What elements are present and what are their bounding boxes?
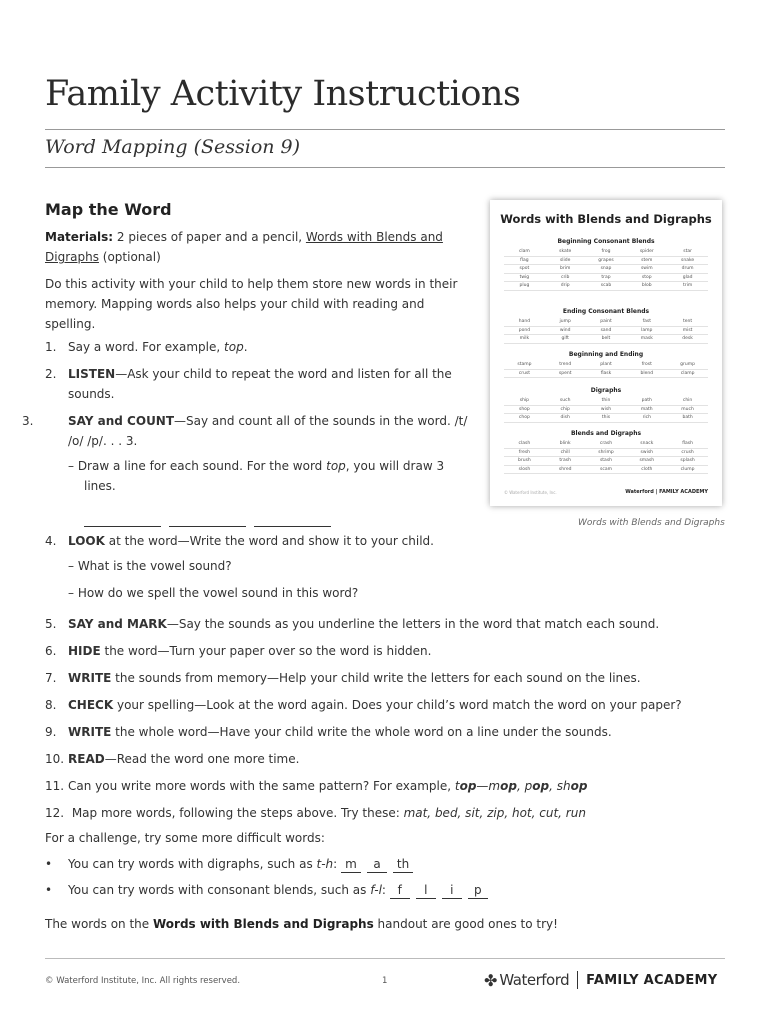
step-text: —Ask your child to repeat the word and listen for all the sounds. [68,367,452,401]
thumbnail-section: Beginning and Ending [568,351,644,358]
colon: : [333,857,338,871]
closing-text: The words on the [45,917,153,931]
sound-line [84,526,161,527]
step-number: 3. [22,414,34,428]
thumbnail-grid: clash blink crash snack flash fresh chill shrimp swish crush brush trash stash smash splash slosh shred scam cloth clump [504,440,708,474]
thumbnail-caption: Words with Blends and Digraphs [578,518,725,528]
title-rule [45,129,725,130]
intro-paragraph: Do this activity with your child to help them store new words in their memory. Mapping words also helps your child with reading and spelling. [45,277,458,331]
step-6 [45,641,431,661]
step-text: Map more words, following the steps above. Try these: [71,806,404,820]
step-number: 5. [45,617,57,631]
bullet-text: You can try words with digraphs, such as [68,857,317,871]
step-keyword: HIDE [68,644,101,658]
sound-letter: l [416,883,436,899]
section-heading: Map the Word [45,200,172,219]
step-number: 4. [45,534,57,548]
materials-tail: (optional) [98,250,161,264]
thumbnail-footer: © Waterford Institute, Inc. [504,490,557,495]
thumbnail-section: Blends and Digraphs [570,430,642,437]
materials-paragraph [45,227,465,267]
step-3 [22,411,475,451]
sound-letter: p [468,883,488,899]
step-4-sub-1: – What is the vowel sound? [68,559,232,573]
step-number: 11. [45,779,65,793]
brand-program: FAMILY ACADEMY [586,972,718,988]
sound-letter: i [442,883,462,899]
sound-letter: th [393,857,413,873]
step-1: 1. Say a word. For example, top. [45,337,248,357]
step-keyword: CHECK [68,698,114,712]
example-word: f-l [370,883,382,897]
thumbnail-brand: Waterford | FAMILY ACADEMY [625,489,708,495]
thumbnail-section: Ending Consonant Blends [562,308,650,315]
footer-rule [45,958,725,959]
waterford-logo [484,970,717,990]
closing-text: handout are good ones to try! [373,917,558,931]
step-number: 6. [45,644,57,658]
step-number: 9. [45,725,57,739]
thumbnail-section: Beginning Consonant Blends [557,238,655,245]
challenge-bullet-2 [45,880,494,900]
step-9 [45,722,612,742]
brand-name: Waterford [499,971,570,989]
sound-letter: f [390,883,410,899]
handout-name: Words with Blends and Digraphs [152,917,374,931]
bullet: • [45,883,53,897]
step-number: 7. [45,671,57,685]
step-keyword: WRITE [68,671,112,685]
thumbnail-grid: ship such thin path chin shop chip wish math much chop dish this rich bath [504,397,708,423]
step-10 [45,749,299,769]
step-keyword: LOOK [68,534,105,548]
step-text: the whole word—Have your child write the whole word on a line under the sounds. [111,725,612,739]
footer-page-number: 1 [382,976,388,986]
step-number: 10. [45,752,65,766]
sound-line [169,526,246,527]
step-keyword: SAY and COUNT [68,414,175,428]
footer-copyright: © Waterford Institute, Inc. All rights reserved. [45,976,241,986]
sub-text: , you will draw 3 lines. [84,459,445,493]
step-keyword: WRITE [68,725,112,739]
handout-thumbnail[interactable] [490,200,722,506]
step-3-sub [68,456,478,496]
step-number: 12. [45,806,65,820]
step-7 [45,668,641,688]
step-12 [45,803,586,823]
step-text: Can you write more words with the same pattern? For example, [68,779,455,793]
sub-text: – Draw a line for each sound. For the word [68,459,327,473]
step-text: your spelling—Look at the word again. Does your child’s word match the word on your paper? [113,698,682,712]
step-keyword: READ [68,752,105,766]
step-text: —Say and count all of the sounds in the word. /t/ /o/ /p/. . . 3. [68,414,468,448]
step-text: the word—Turn your paper over so the word is hidden. [100,644,432,658]
bullet: • [45,857,53,871]
step-4 [45,531,434,551]
step-2 [45,364,475,404]
example-word: t-h [316,857,334,871]
waterford-leaf-icon: ✤ [484,970,498,990]
step-4-sub-2: – How do we spell the vowel sound in this word? [68,586,359,600]
sound-lines [84,512,339,531]
thumbnail-section: Digraphs [590,387,622,394]
colon: : [381,883,386,897]
materials-text: 2 pieces of paper and a pencil, [113,230,306,244]
practice-words: mat, bed, sit, zip, hot, cut, run [403,806,586,820]
step-8 [45,695,682,715]
step-text: —Read the word one more time. [104,752,300,766]
step-number: 8. [45,698,57,712]
example-word: top [224,340,244,354]
sound-letter: m [341,857,361,873]
step-keyword: LISTEN [68,367,116,381]
challenge-bullet-1 [45,854,419,874]
page-title: Family Activity Instructions [45,74,521,114]
thumbnail-grid: stamp trend plant frost grump crust spent flask blend clamp [504,361,708,378]
step-text: the sounds from memory—Help your child write the letters for each sound on the lines. [111,671,641,685]
closing-sentence [45,914,558,934]
thumbnail-title: Words with Blends and Digraphs [500,212,712,226]
thumbnail-grid: hand jump paint fast tent pond wind sand lamp mist milk gift belt mask desk [504,318,708,344]
page-subtitle: Word Mapping (Session 9) [45,136,301,158]
challenge-intro: For a challenge, try some more difficult words: [45,831,325,845]
sound-letter: a [367,857,387,873]
step-number: 1. [45,340,57,354]
step-11 [45,776,587,796]
step-5 [45,614,659,634]
step-text: —Say the sounds as you underline the letters in the word that match each sound. [166,617,660,631]
example-word: top [326,459,346,473]
thumbnail-grid: clam skate frog spider star flag slide grapes stem snake spot brim snap swim drum twig crib trap stop glad plug drip scab blob trim [504,248,708,291]
step-keyword: SAY and MARK [68,617,167,631]
materials-label: Materials: [45,230,114,244]
step-number: 2. [45,367,57,381]
sound-line [254,526,331,527]
brand-divider [577,971,578,989]
handout-link[interactable]: Words with Blends and Digraphs [45,230,443,264]
step-text: at the word—Write the word and show it to your child. [104,534,434,548]
subtitle-rule [45,167,725,168]
pattern-words: top—mop, pop, shop [454,779,588,793]
step-text: Say a word. For example, [68,340,225,354]
bullet-text: You can try words with consonant blends, such as [68,883,371,897]
